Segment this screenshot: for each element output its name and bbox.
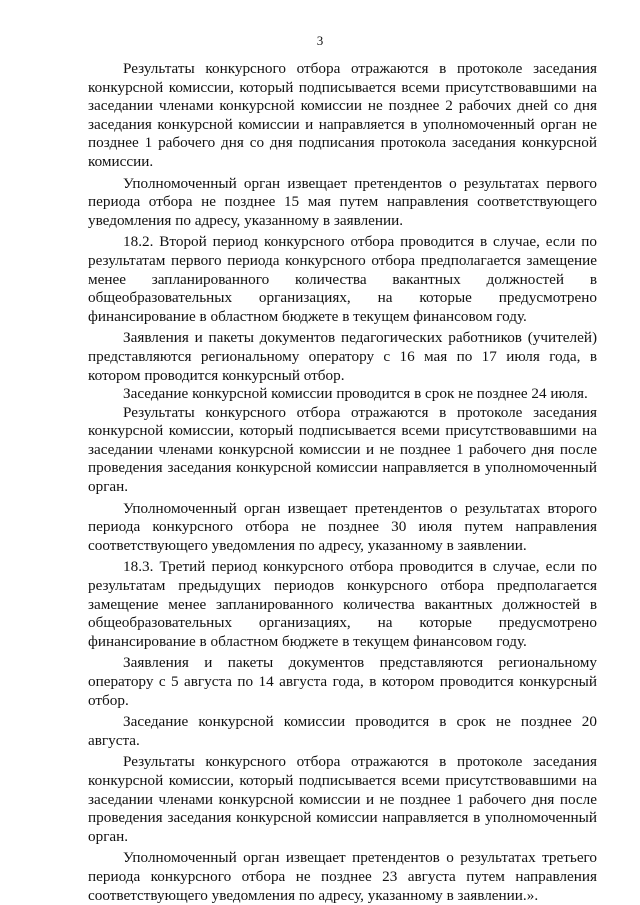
paragraph-meeting-third-period: Заседание конкурсной комиссии проводится в срок не позднее 20 августа. (88, 713, 597, 749)
paragraph-results-first-period: Результаты конкурсного отбора отражаются в протоколе заседания конкурсной комиссии, который подписывается всеми присутствовавшими на заседании членами конкурсной комиссии не позднее 2 рабочих дней со дня заседания конкурсной комиссии и направляется в уполномоченный орган не позднее 1 рабочего дня со дня подписания протокола заседания конкурсной комиссии. (88, 60, 597, 170)
document-body (88, 60, 597, 905)
paragraph-applications-third-period: Заявления и пакеты документов представляются региональному оператору с 5 августа по 14 августа года, в котором проводится конкурсный отбор. (88, 654, 597, 709)
paragraph-notice-second-period: Уполномоченный орган извещает претендентов о результатах второго периода конкурсного отбора не позднее 30 июля путем направления соответствующего уведомления по адресу, указанному в заявлении. (88, 499, 597, 554)
page-number: 3 (316, 33, 324, 48)
paragraph-results-second-period: Результаты конкурсного отбора отражаются в протоколе заседания конкурсной комиссии, который подписывается всеми присутствовавшими на заседании членами конкурсной комиссии и не позднее 1 рабочего дня после проведения заседания конкурсной комиссии направляется в уполномоченный орган. (88, 403, 597, 496)
paragraph-meeting-second-period: Заседание конкурсной комиссии проводится в срок не позднее 24 июля. (123, 385, 588, 403)
paragraph-applications-second-period: Заявления и пакеты документов педагогических работников (учителей) представляются региональному оператору с 16 мая по 17 июля года, в котором проводится конкурсный отбор. (88, 329, 597, 384)
paragraph-notice-first-period: Уполномоченный орган извещает претендентов о результатах первого периода отбора не позднее 15 мая путем направления соответствующего уведомления по адресу, указанному в заявлении. (88, 174, 597, 229)
paragraph-results-third-period: Результаты конкурсного отбора отражаются в протоколе заседания конкурсной комиссии, который подписывается всеми присутствовавшими на заседании членами конкурсной комиссии и не позднее 1 рабочего дня после проведения заседания конкурсной комиссии направляется в уполномоченный орган. (88, 753, 597, 845)
paragraph-section-18-2: 18.2. Второй период конкурсного отбора проводится в случае, если по результатам первого периода конкурсного отбора предполагается замещение менее запланированного количества вакантных должностей в общеобразовательных организациях, на которые предусмотрено финансирование в областном бюджете в текущем финансовом году. (88, 233, 597, 325)
paragraph-notice-third-period: Уполномоченный орган извещает претендентов о результатах третьего периода конкурсного отбора не позднее 23 августа путем направления соответствующего уведомления по адресу, указанному в заявлении.». (88, 849, 597, 904)
paragraph-section-18-3: 18.3. Третий период конкурсного отбора проводится в случае, если по результатам предыдущих периодов конкурсного отбора предполагается замещение менее запланированного количества вакантных должностей в общеобразовательных организациях, на которые предусмотрено финансирование в областном бюджете в текущем финансовом году. (88, 558, 597, 650)
